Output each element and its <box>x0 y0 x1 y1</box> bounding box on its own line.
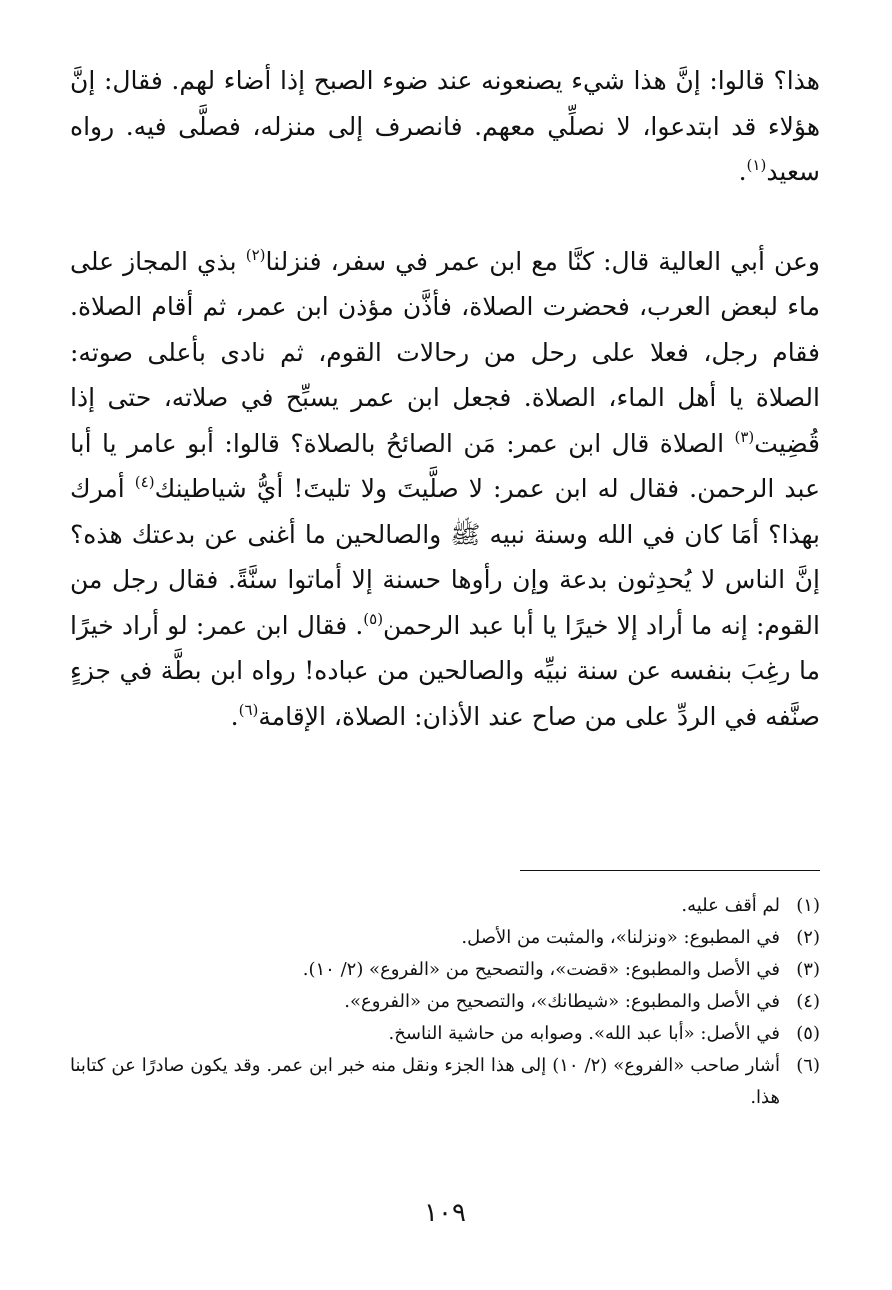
text-segment: . <box>230 701 239 731</box>
footnote-ref: (٤) <box>134 473 155 491</box>
footnote-text: لم أقف عليه. <box>681 895 780 916</box>
text-segment: وعن أبي العالية قال: كنَّا مع ابن عمر في سفر، فنزلنا <box>265 246 821 276</box>
text-segment: . فقال ابن عمر: لو أراد خيرًا ما رغِبَ بنفسه عن سنة نبيِّه والصالحين من عباده! رواه ابن بطَّة في جزءٍ صنَّفه في الردِّ على من صاح عند الأذان: الصلاة، الإقامة <box>70 610 820 731</box>
text-segment: هذا؟ قالوا: إنَّ هذا شيء يصنعونه عند ضوء الصبح إذا أضاء لهم. فقال: إنَّ هؤلاء قد ابتدعوا، لا نصلِّي معهم. فانصرف إلى منزله، فصلَّى فيه. رواه سعيد <box>70 66 820 186</box>
footnote-number: (٥) <box>796 1023 820 1044</box>
footnote-text: أشار صاحب «الفروع» (٢/ ١٠) إلى هذا الجزء ونقل منه خبر ابن عمر. وقد يكون صادرًا عن كتابنا هذا. <box>70 1055 780 1108</box>
footnote-ref: (٣) <box>734 427 755 446</box>
footnote-ref: (٦) <box>238 700 259 719</box>
footnote-item <box>70 986 820 1018</box>
main-text-body <box>70 58 820 739</box>
page-number: ١٠٩ <box>424 1198 466 1228</box>
footnote-text: في المطبوع: «ونزلنا»، والمثبت من الأصل. <box>461 927 780 948</box>
footnote-number: (٣) <box>796 959 820 980</box>
text-segment: أمرك بهذا؟ أمَا كان في الله وسنة نبيه ﷺ والصالحين ما أغنى عن بدعتك هذه؟ إنَّ الناس لا يُحدِثون بدعة وإن رأوها حسنة إلا أماتوا سنَّةً. فقال رجل من القوم: إنه ما أراد إلا خيرًا يا أبا عبد الرحمن <box>70 474 820 640</box>
footnote-item <box>70 922 820 954</box>
paragraph <box>70 58 820 195</box>
text-segment: الصلاة قال ابن عمر: مَن الصائحُ بالصلاة؟ قالوا: أبو عامر يا أبا عبد الرحمن. فقال له ابن عمر: لا صلَّيتَ ولا تليتَ! أيُّ شياطينك <box>70 428 820 503</box>
footnote-ref: (١) <box>746 156 767 174</box>
paragraph <box>70 239 820 740</box>
footnote-text: في الأصل والمطبوع: «قضت»، والتصحيح من «الفروع» (٢/ ١٠). <box>302 959 780 980</box>
footnote-separator <box>520 870 820 871</box>
footnote-number: (١) <box>796 895 820 916</box>
text-segment: بذي المجاز على ماء لبعض العرب، فحضرت الصلاة، فأذَّن مؤذن ابن عمر، ثم أقام الصلاة. فقام رجل، فعلا على رحل من رحالات القوم، ثم نادى بأعلى صوته: الصلاة يا أهل الماء، الصلاة. فجعل ابن عمر يسبِّح في صلاته، حتى إذا قُضِيت <box>70 246 820 458</box>
footnote-item <box>70 890 820 922</box>
footnotes-list <box>70 890 820 1114</box>
footnote-item <box>70 1050 820 1114</box>
footnote-text: في الأصل والمطبوع: «شيطانك»، والتصحيح من «الفروع». <box>344 991 780 1012</box>
footnote-number: (٦) <box>796 1055 820 1076</box>
footnote-item <box>70 1018 820 1050</box>
footnote-ref: (٥) <box>363 609 384 628</box>
footnote-text: في الأصل: «أبا عبد الله». وصوابه من حاشية الناسخ. <box>388 1023 780 1044</box>
footnote-item <box>70 954 820 986</box>
book-page <box>70 58 820 1258</box>
text-segment: . <box>738 157 747 186</box>
footnote-ref: (٢) <box>245 245 266 264</box>
footnote-number: (٤) <box>796 991 820 1012</box>
footnote-number: (٢) <box>796 927 820 948</box>
